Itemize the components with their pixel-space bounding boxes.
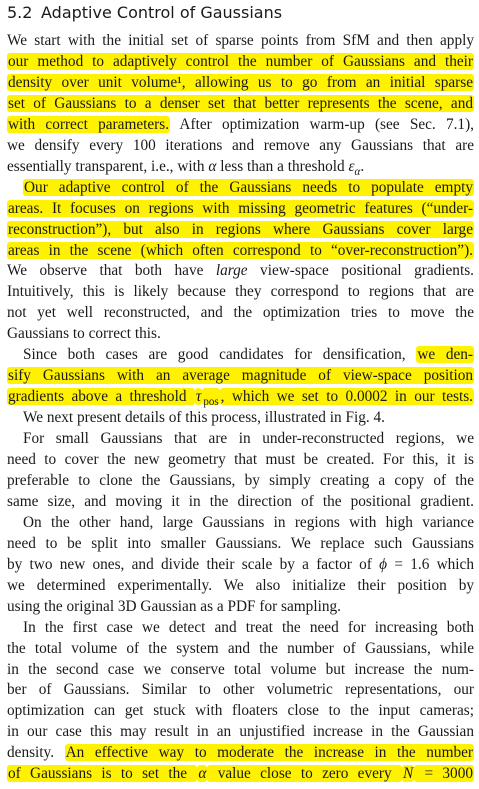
highlighted-text: N — [402, 765, 414, 783]
text-span: ε — [348, 157, 355, 175]
text-span: We observe that both have — [7, 262, 216, 280]
highlighted-text: reconstruction”), but also in regions where Gaussians cover large — [8, 220, 473, 238]
highlighted-text: set of Gaussians to a denser set that better represents the scene, and — [8, 94, 473, 112]
text-span: less than a threshold — [216, 157, 349, 175]
highlighted-text: density over unit volume¹, allowing us to go from an initial sparse — [8, 73, 473, 91]
text-line — [7, 115, 474, 135]
text-span: α — [208, 157, 217, 175]
text-line — [7, 199, 474, 219]
text-line — [7, 555, 474, 575]
highlighted-text: of Gaussians is to set the — [8, 765, 197, 783]
text-span: need to cover the new geometry that must be created. For this, it is — [7, 451, 474, 468]
highlighted-text: we den- — [417, 346, 473, 364]
text-line — [7, 764, 474, 784]
text-span: Since both cases are good candidates for densification, — [23, 346, 417, 364]
highlighted-text: gradients above a threshold — [8, 388, 194, 406]
text-line — [7, 680, 474, 700]
text-span: = 1.6 which — [387, 555, 474, 573]
text-span: After optimization warm-up (see Sec. 7.1), — [170, 115, 474, 133]
section-heading — [7, 3, 282, 23]
text-span: preferable to clone the Gaussians, by simply creating a copy of the — [7, 471, 474, 489]
highlighted-text: our method to adaptively control the number of Gaussians and their — [8, 52, 473, 70]
highlighted-text: Our adaptive control of the Gaussians needs to populate empty — [24, 178, 473, 196]
text-line — [7, 429, 474, 449]
highlighted-text: An effective way to moderate the increase in the number — [65, 744, 474, 762]
text-span: density. — [7, 744, 65, 762]
highlighted-text: α — [198, 765, 207, 783]
text-span: We next present details of this process, illustrated in Fig. 4. — [23, 409, 386, 427]
text-span: need to be split into smaller Gaussians. We replace such Gaussians — [7, 534, 474, 552]
highlighted-text: value close to zero every — [208, 765, 401, 783]
text-line — [7, 618, 474, 638]
text-span: using the original 3D Gaussian as a PDF for sampling. — [7, 597, 341, 615]
text-span: α — [354, 165, 361, 178]
text-span: same size, and moving it in the direction of the positional gradient. — [7, 492, 474, 510]
text-line — [7, 597, 474, 617]
text-line — [7, 282, 474, 302]
text-line — [7, 73, 474, 93]
text-span: essentially transparent, i.e., with — [7, 157, 209, 175]
text-span: not yet well reconstructed, and the optimization tries to move the — [7, 304, 474, 322]
text-span: In the first case we detect and treat the need for increasing both — [23, 618, 474, 636]
text-line — [7, 639, 474, 659]
text-line — [7, 471, 474, 491]
text-line — [7, 387, 474, 407]
highlighted-text: , which we set to 0.0002 in our tests. — [220, 388, 473, 406]
text-line — [7, 576, 474, 596]
text-line — [7, 52, 474, 72]
text-span: ber of Gaussians. Similar to other volumetric representations, our — [7, 681, 474, 699]
text-span: in our case this may result in an unjustified increase in the Gaussian — [7, 723, 474, 741]
highlighted-text: with correct parameters. — [8, 115, 170, 133]
highlighted-text: areas. It focuses on regions with missing geometric features (“under- — [8, 199, 473, 217]
text-line — [7, 366, 474, 386]
text-span: We start with the initial set of sparse points from SfM and then apply — [7, 32, 474, 49]
text-span: we densify every 100 iterations and remove any Gaussians that are — [7, 136, 474, 154]
text-span: On the other hand, large Gaussians in regions with high variance — [23, 513, 474, 531]
text-line — [7, 220, 474, 240]
highlighted-text: pos — [202, 388, 219, 405]
section-number: 5.2 — [7, 3, 33, 22]
highlighted-text: areas in the scene (which often correspond to “over-reconstruction”). — [8, 241, 473, 259]
section-title: Adaptive Control of Gaussians — [41, 3, 283, 22]
text-line — [7, 136, 474, 156]
text-span: ϕ — [379, 555, 388, 573]
text-span: . — [360, 157, 365, 175]
text-line — [7, 513, 474, 533]
text-line — [7, 701, 474, 721]
highlighted-text: = 3000 — [415, 765, 473, 783]
text-line — [7, 492, 474, 512]
text-line — [7, 241, 474, 261]
text-span: Intuitively, this is likely because they correspond to regions that are — [7, 283, 474, 301]
text-line — [7, 743, 474, 763]
text-span: by two new ones, and divide their scale by a factor of — [7, 555, 380, 573]
text-line — [7, 261, 474, 281]
text-line — [7, 450, 474, 470]
text-line — [7, 660, 474, 680]
text-span: Gaussians to correct this. — [7, 325, 161, 343]
text-span: the total volume of the system and the number of Gaussians, while — [7, 639, 474, 657]
text-span: For small Gaussians that are in under-reconstructed regions, we — [23, 430, 474, 448]
text-span: in the second case we conserve total volume but increase the num- — [7, 660, 474, 678]
text-line — [7, 157, 474, 177]
text-span: we determined experimentally. We also initialize their position by — [7, 576, 474, 594]
highlighted-text: sify Gaussians with an average magnitude of view-space position — [8, 367, 473, 385]
highlighted-text: τ — [195, 388, 202, 406]
text-span: optimization can get stuck with floaters close to the input cameras; — [7, 702, 474, 720]
text-line — [7, 722, 474, 742]
text-span: view-space positional gradients. — [247, 262, 474, 280]
text-line — [7, 303, 474, 323]
text-line — [7, 94, 474, 114]
text-line — [7, 345, 474, 365]
text-line — [7, 31, 474, 51]
text-span: large — [215, 262, 248, 280]
text-line — [7, 324, 474, 344]
text-line — [7, 408, 474, 428]
text-line — [7, 534, 474, 554]
text-line — [7, 178, 474, 198]
